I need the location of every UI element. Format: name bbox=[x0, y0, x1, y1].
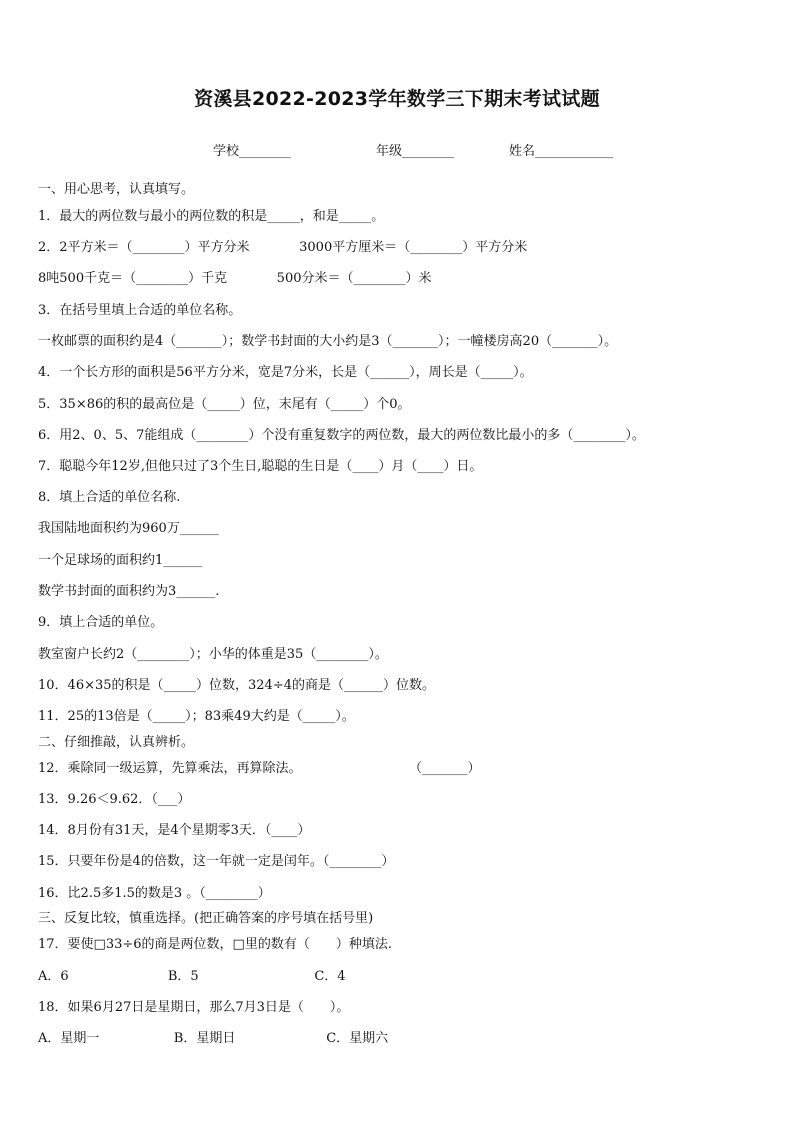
question-17-options: A．6 B．5 C．4 bbox=[38, 969, 346, 984]
question-1: 1．最大的两位数与最小的两位数的积是_____，和是_____。 bbox=[38, 209, 385, 224]
question-8-item-2: 一个足球场的面积约1______ bbox=[38, 553, 203, 568]
question-14: 14．8月份有31天，是4个星期零3天．（____） bbox=[38, 823, 311, 838]
question-2-line-2: 8吨500千克＝（________）千克 500分米＝（________）米 bbox=[38, 271, 432, 286]
question-8-item-3: 数学书封面的面积约为3______. bbox=[38, 584, 220, 599]
section-3-heading: 三、反复比较，慎重选择。(把正确答案的序号填在括号里) bbox=[38, 911, 374, 926]
section-2-heading: 二、仔细推敲，认真辨析。 bbox=[38, 735, 195, 750]
question-11: 11．25的13倍是（_____）；83乘49大约是（_____）。 bbox=[38, 709, 355, 724]
question-7: 7．聪聪今年12岁,但他只过了3个生日,聪聪的生日是（____）月（____）日。 bbox=[38, 459, 483, 474]
question-15: 15．只要年份是4的倍数，这一年就一定是闰年。（________） bbox=[38, 854, 395, 869]
question-9: 9．填上合适的单位。 bbox=[38, 615, 164, 630]
grade-field-label: 年级________ bbox=[376, 144, 455, 159]
page-title: 资溪县2022-2023学年数学三下期末考试试题 bbox=[194, 88, 600, 110]
question-8-item-1: 我国陆地面积约为960万______ bbox=[38, 521, 219, 536]
question-13: 13．9.26＜9.62．（___） bbox=[38, 792, 191, 807]
question-17: 17．要使□33÷6的商是两位数，□里的数有（ ）种填法. bbox=[38, 937, 392, 952]
section-1-heading: 一、用心思考，认真填写。 bbox=[38, 182, 195, 197]
name-field-label: 姓名____________ bbox=[509, 144, 614, 159]
question-4: 4．一个长方形的面积是56平方分米，宽是7分米，长是（______），周长是（_____）。 bbox=[38, 365, 533, 380]
question-8: 8．填上合适的单位名称. bbox=[38, 490, 181, 505]
question-3: 3．在括号里填上合适的单位名称。 bbox=[38, 303, 242, 318]
question-16: 16．比2.5多1.5的数是3 。（________） bbox=[38, 886, 271, 901]
question-18-options: A．星期一 B．星期日 C．星期六 bbox=[38, 1031, 389, 1046]
question-9-items: 教室窗户长约2（________）；小华的体重是35（________）。 bbox=[38, 647, 388, 662]
question-5: 5．35×86的积的最高位是（_____）位，末尾有（_____）个0。 bbox=[38, 397, 411, 412]
question-18: 18．如果6月27日是星期日，那么7月3日是（ ）。 bbox=[38, 1000, 350, 1015]
question-6: 6．用2、0、5、7能组成（________）个没有重复数字的两位数，最大的两位数比最小的多（________）。 bbox=[38, 428, 645, 443]
school-field-label: 学校________ bbox=[213, 144, 292, 159]
question-2-line-1: 2．2平方米＝（________）平方分米 3000平方厘米＝（________）平方分米 bbox=[38, 240, 528, 255]
question-3-items: 一枚邮票的面积约是4（_______）；数学书封面的大小约是3（_______）；一幢楼房高20（_______）。 bbox=[38, 334, 618, 349]
question-10: 10．46×35的积是（_____）位数，324÷4的商是（______）位数。 bbox=[38, 678, 435, 693]
question-12: 12．乘除同一级运算，先算乘法，再算除法。 （_______） bbox=[38, 761, 481, 776]
